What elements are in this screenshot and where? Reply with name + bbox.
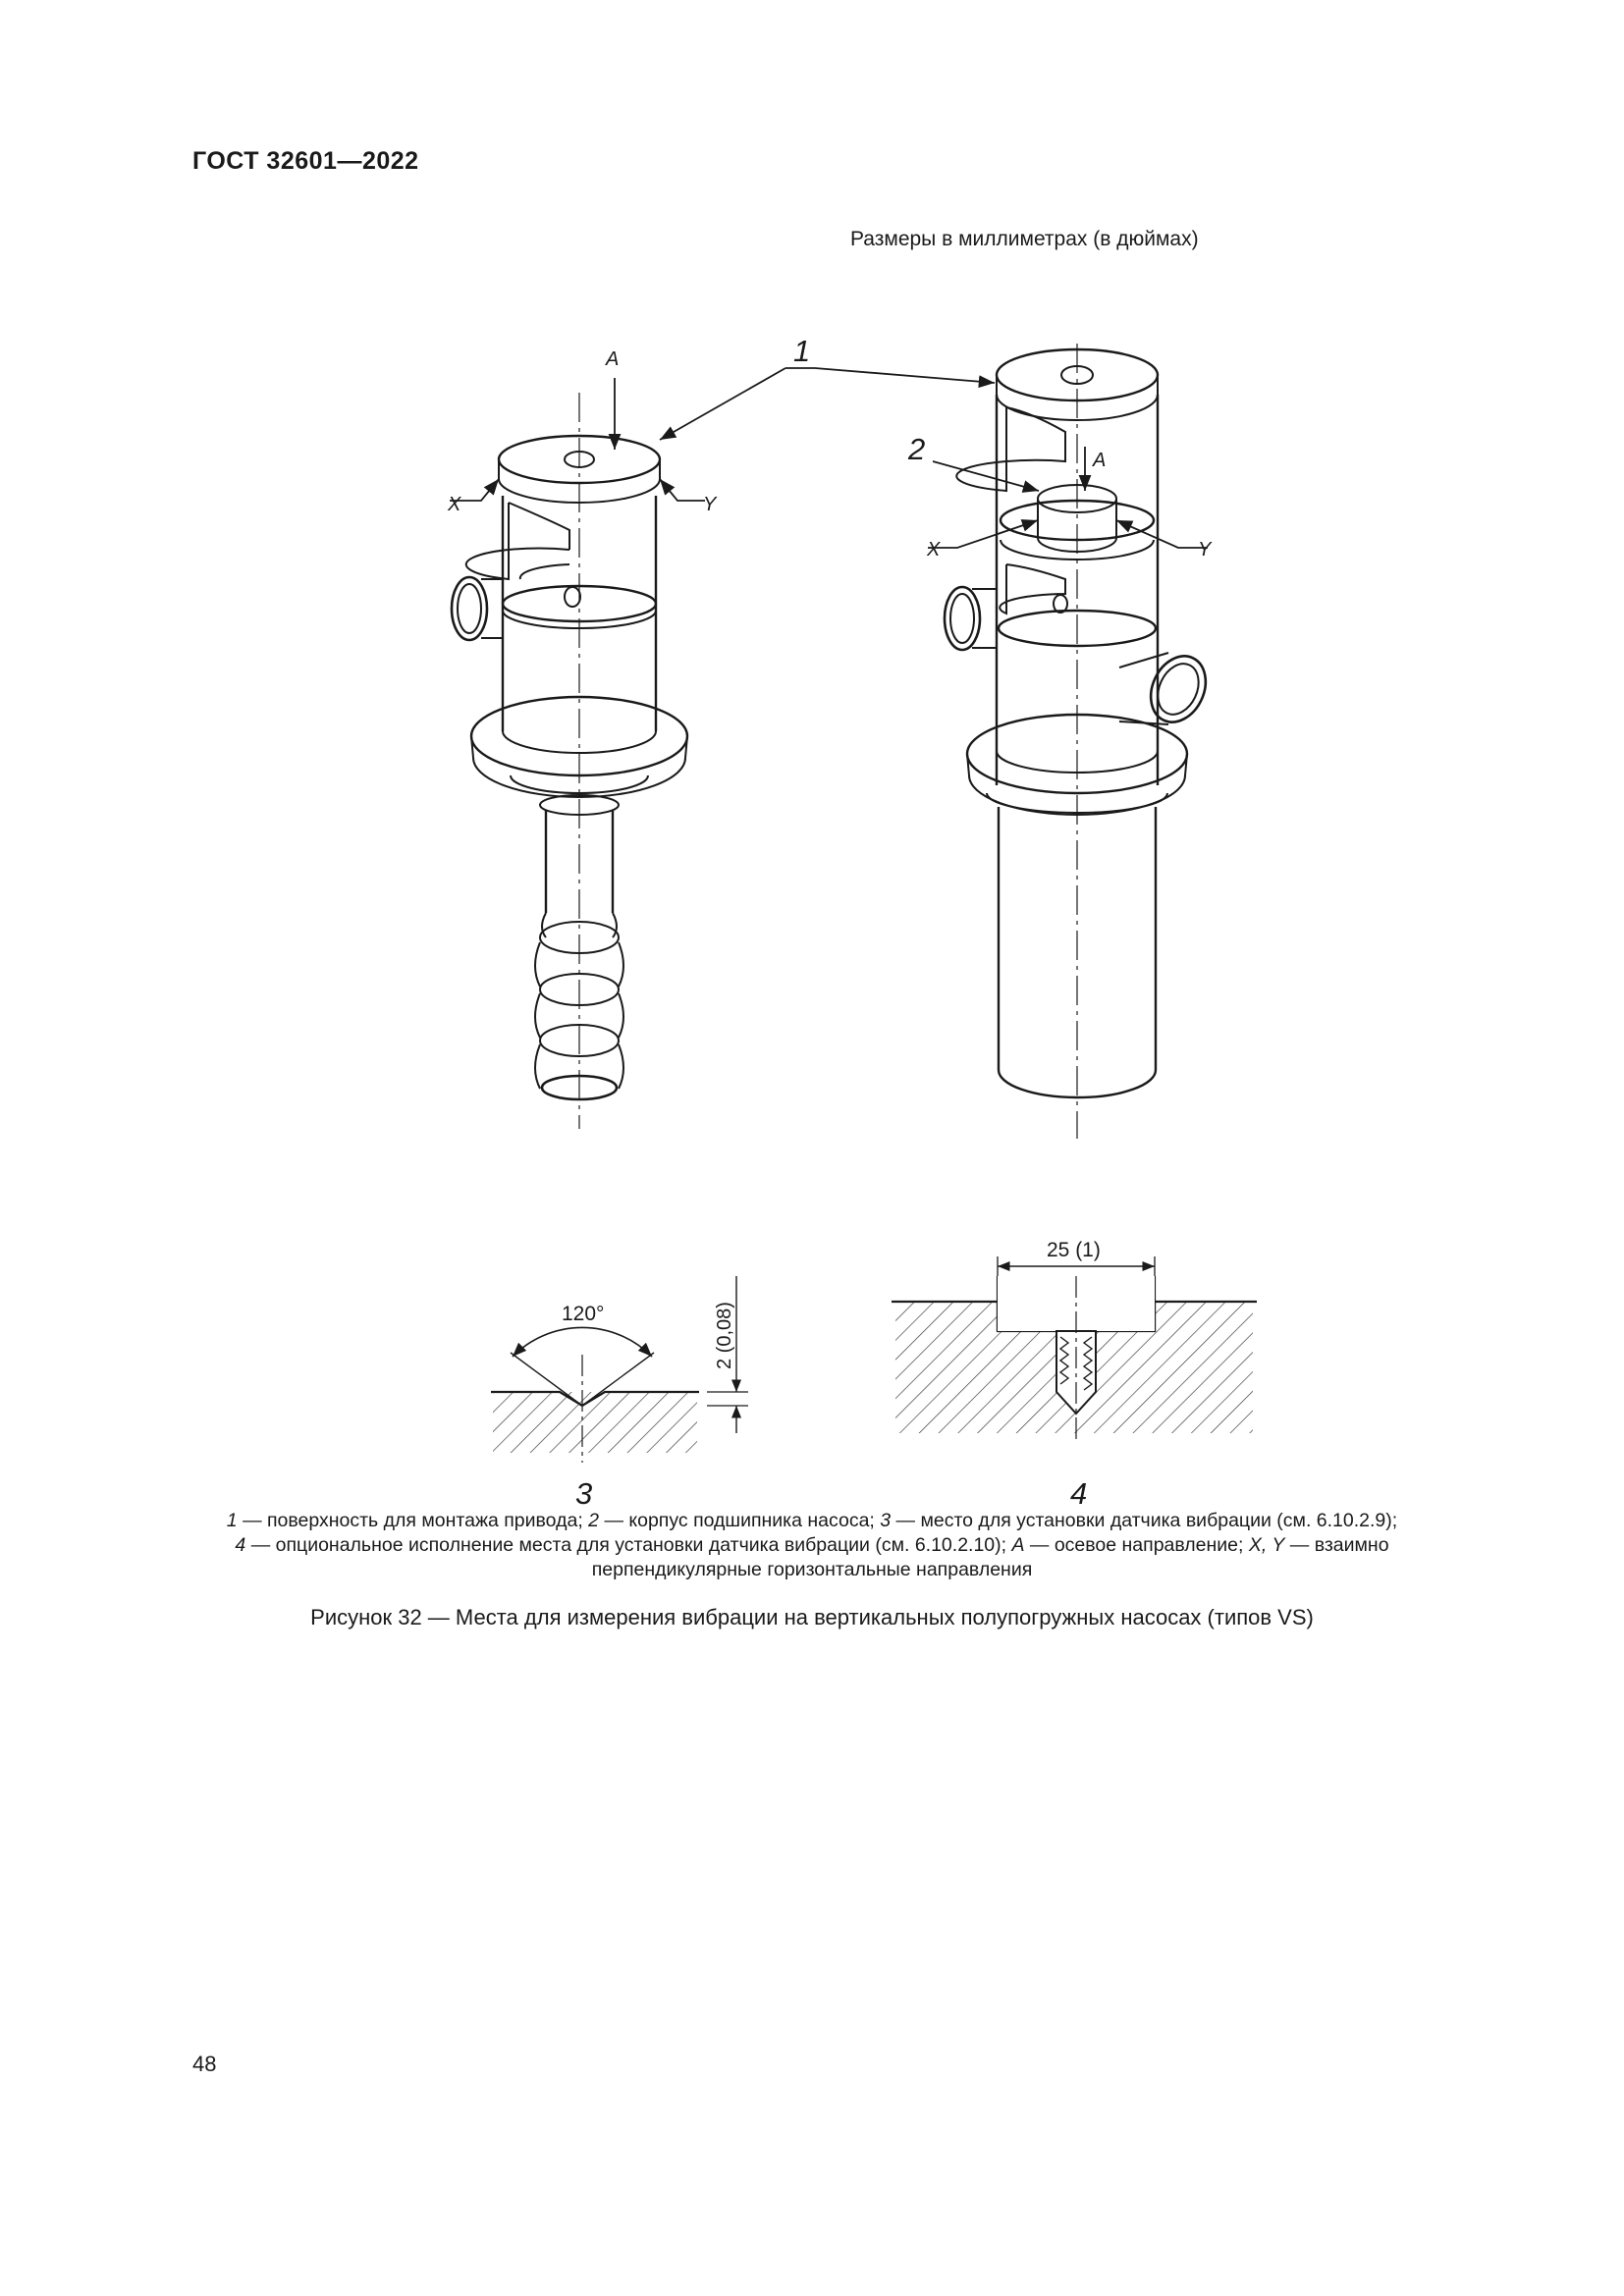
detail-3-drawing: [491, 1276, 748, 1463]
legend-key-1: 1: [226, 1510, 238, 1531]
label-3: 3: [575, 1476, 593, 1511]
legend-key-a: A: [1011, 1534, 1025, 1556]
legend-line-1: [147, 1509, 1477, 1533]
page-number: 48: [192, 2052, 217, 2076]
legend-key-2: 2: [588, 1510, 600, 1531]
label-4: 4: [1070, 1476, 1088, 1511]
label-1: 1: [793, 334, 811, 368]
legend-line-2: [147, 1533, 1477, 1558]
label-2: 2: [908, 432, 926, 466]
legend-text-2: — корпус подшипника насоса;: [599, 1510, 881, 1531]
right-axis-y-label: Y: [1198, 539, 1212, 561]
legend-text-a: — осевое направление;: [1024, 1534, 1249, 1556]
document-header: ГОСТ 32601—2022: [192, 147, 419, 175]
left-axis-a-label: A: [606, 348, 620, 370]
left-pump-drawing: [452, 393, 687, 1129]
detail-4-drawing: [892, 1256, 1257, 1443]
figure-caption: Рисунок 32 — Места для измерения вибрации на вертикальных полупогружных насосах (типов VS): [310, 1605, 1314, 1629]
legend-key-4: 4: [235, 1534, 246, 1556]
legend-text-3: — место для установки датчика вибрации (см. 6.10.2.9);: [891, 1510, 1398, 1531]
legend-text-xy: — взаимно: [1284, 1534, 1389, 1556]
figure-legend: [147, 1509, 1477, 1582]
left-axis-y-label: Y: [703, 494, 717, 515]
units-note: Размеры в миллиметрах (в дюймах): [850, 228, 1199, 250]
legend-key-3: 3: [880, 1510, 892, 1531]
legend-line-3: перпендикулярные горизонтальные направления: [591, 1559, 1033, 1580]
legend-key-xy: X, Y: [1248, 1534, 1285, 1556]
right-pump-drawing: [945, 344, 1216, 1139]
angle-dimension: 120°: [562, 1303, 605, 1325]
legend-text-4: — опциональное исполнение места для установки датчика вибрации (см. 6.10.2.10);: [245, 1534, 1012, 1556]
left-axis-x-label: X: [448, 494, 461, 515]
legend-text-1: — поверхность для монтажа привода;: [237, 1510, 589, 1531]
right-axis-x-label: X: [927, 539, 941, 561]
depth-dimension: 2 (0,08): [714, 1302, 735, 1369]
width-dimension: 25 (1): [1047, 1239, 1101, 1261]
right-axis-a-label: A: [1093, 450, 1107, 471]
